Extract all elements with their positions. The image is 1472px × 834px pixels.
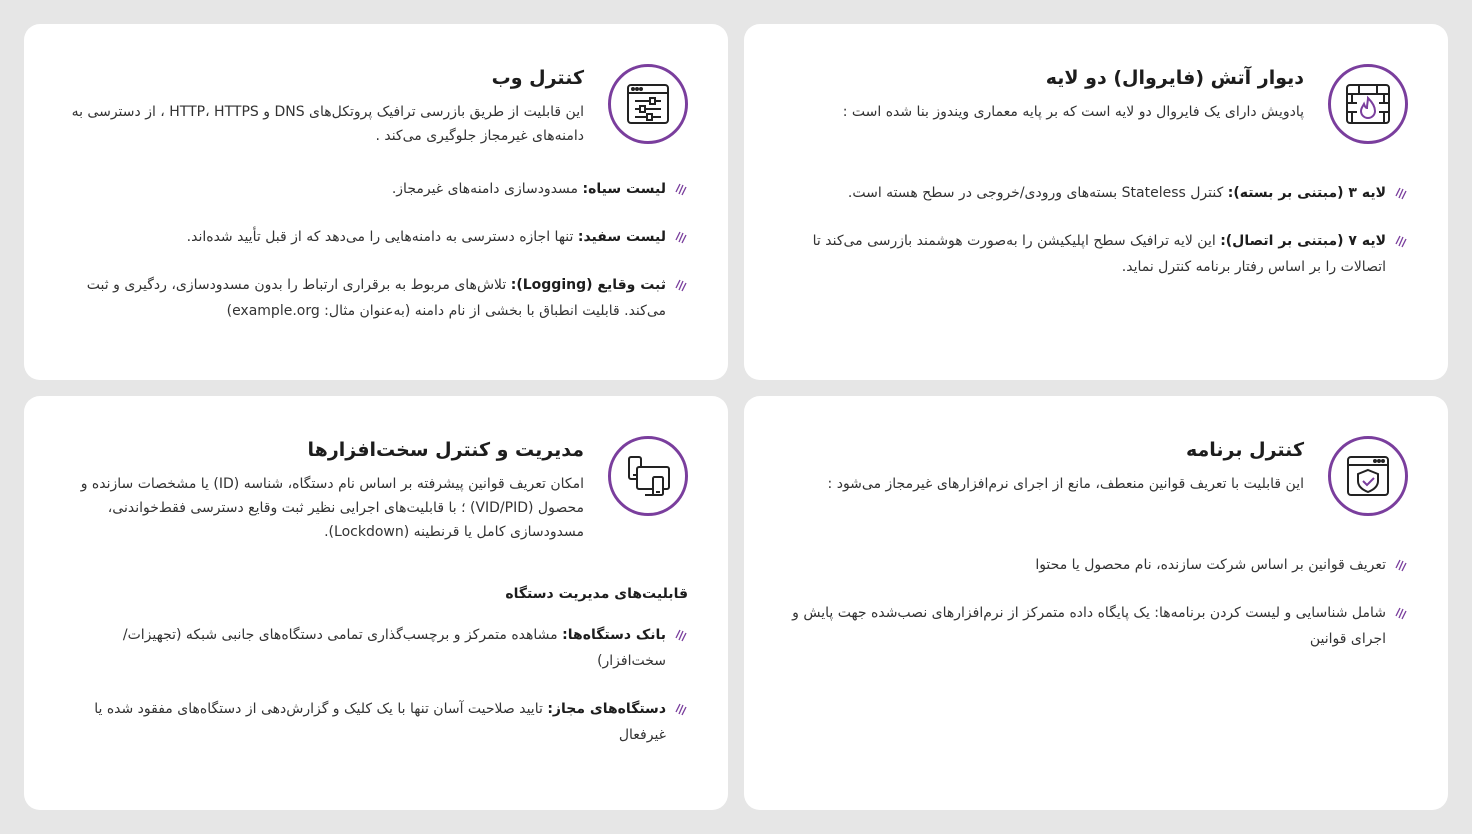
app-control-title: کنترل برنامه (1186, 439, 1304, 461)
firewall-icon (1328, 64, 1408, 144)
firewall-desc: پادویش دارای یک فایروال دو لایه است که بر پایه معماری ویندوز بنا شده است : (842, 104, 1304, 120)
list-item (784, 552, 1408, 578)
devices-icon (608, 436, 688, 516)
item-text: تنها اجازه دسترسی به دامنه‌هایی را می‌دهد که از قبل تأیید شده‌اند. (186, 229, 578, 245)
item-label: بانک دستگاه‌ها: (562, 627, 666, 643)
bullet-icon (674, 278, 688, 292)
item-text: شامل شناسایی و لیست کردن برنامه‌ها: یک پایگاه داده متمرکز از نرم‌افزارهای نصب‌شده جهت پایش و اجرای قوانین (792, 605, 1386, 647)
list-item (64, 272, 688, 324)
list-item (64, 224, 688, 250)
bullet-icon (674, 628, 688, 642)
bullet-icon (674, 230, 688, 244)
bullet-icon (1394, 606, 1408, 620)
item-label: ثبت وقایع (Logging): (510, 277, 666, 293)
web-control-desc: این قابلیت از طریق بازرسی ترافیک پروتکل‌های DNS و HTTP، HTTPS ، از دسترسی به دامنه‌های غیرمجاز جلوگیری می‌کند . (71, 104, 584, 144)
firewall-title: دیوار آتش (فایروال) دو لایه (1045, 67, 1304, 89)
item-text: تعریف قوانین بر اساس شرکت سازنده، نام محصول یا محتوا (1035, 557, 1386, 573)
item-label: دستگاه‌های مجاز: (547, 701, 666, 717)
item-label: لیست سیاه: (582, 181, 666, 197)
firewall-card (744, 24, 1448, 380)
app-control-list (784, 552, 1408, 652)
item-text: کنترل Stateless بسته‌های ورودی/خروجی در سطح هسته است. (847, 185, 1228, 201)
item-text: مسدودسازی دامنه‌های غیرمجاز. (391, 181, 583, 197)
device-management-subheading: قابلیت‌های مدیریت دستگاه (505, 586, 688, 602)
list-item (784, 228, 1408, 280)
bullet-icon (1394, 186, 1408, 200)
item-label: لایه ۷ (مبتنی بر اتصال): (1220, 233, 1386, 249)
hardware-list (64, 622, 688, 748)
hardware-control-card (24, 396, 728, 810)
item-text: تلاش‌های مربوط به برقراری ارتباط را بدون مسدودسازی، ردگیری و ثبت می‌کند. قابلیت انطباق با بخشی از نام دامنه (به‌عنوان مثال: example.org) (86, 277, 666, 319)
web-control-icon (608, 64, 688, 144)
bullet-icon (674, 182, 688, 196)
list-item (784, 180, 1408, 206)
list-item (64, 696, 688, 748)
web-control-list (64, 176, 688, 324)
item-label: لایه ۳ (مبتنی بر بسته): (1227, 185, 1386, 201)
app-control-desc: این قابلیت با تعریف قوانین منعطف، مانع از اجرای نرم‌افزارهای غیرمجاز می‌شود : (827, 476, 1304, 492)
hardware-desc: امکان تعریف قوانین پیشرفته بر اساس نام دستگاه، شناسه (ID) یا مشخصات سازنده و محصول (VID/PID) ؛ با قابلیت‌های اجرایی نظیر ثبت وقایع دسترسی فقط‌خواندنی، مسدودسازی کامل یا قرنطینه (Lockdown). (80, 476, 584, 540)
hardware-title: مدیریت و کنترل سخت‌افزارها (307, 439, 584, 461)
item-text: تایید صلاحیت آسان تنها با یک کلیک و گزارش‌دهی از دستگاه‌های مفقود شده یا غیرفعال (94, 701, 666, 743)
app-control-card (744, 396, 1448, 810)
item-text: این لایه ترافیک سطح اپلیکیشن را به‌صورت هوشمند بازرسی می‌کند تا اتصالات را بر اساس رفتار برنامه کنترل نماید. (812, 233, 1386, 275)
bullet-icon (674, 702, 688, 716)
item-label: لیست سفید: (577, 229, 666, 245)
list-item (784, 600, 1408, 652)
list-item (64, 622, 688, 674)
bullet-icon (1394, 558, 1408, 572)
shield-window-icon (1328, 436, 1408, 516)
web-control-card (24, 24, 728, 380)
firewall-list (784, 180, 1408, 280)
bullet-icon (1394, 234, 1408, 248)
list-item (64, 176, 688, 202)
item-text: مشاهده متمرکز و برچسب‌گذاری تمامی دستگاه‌های جانبی شبکه (تجهیزات/ سخت‌افزار) (122, 627, 666, 669)
web-control-title: کنترل وب (491, 67, 584, 89)
